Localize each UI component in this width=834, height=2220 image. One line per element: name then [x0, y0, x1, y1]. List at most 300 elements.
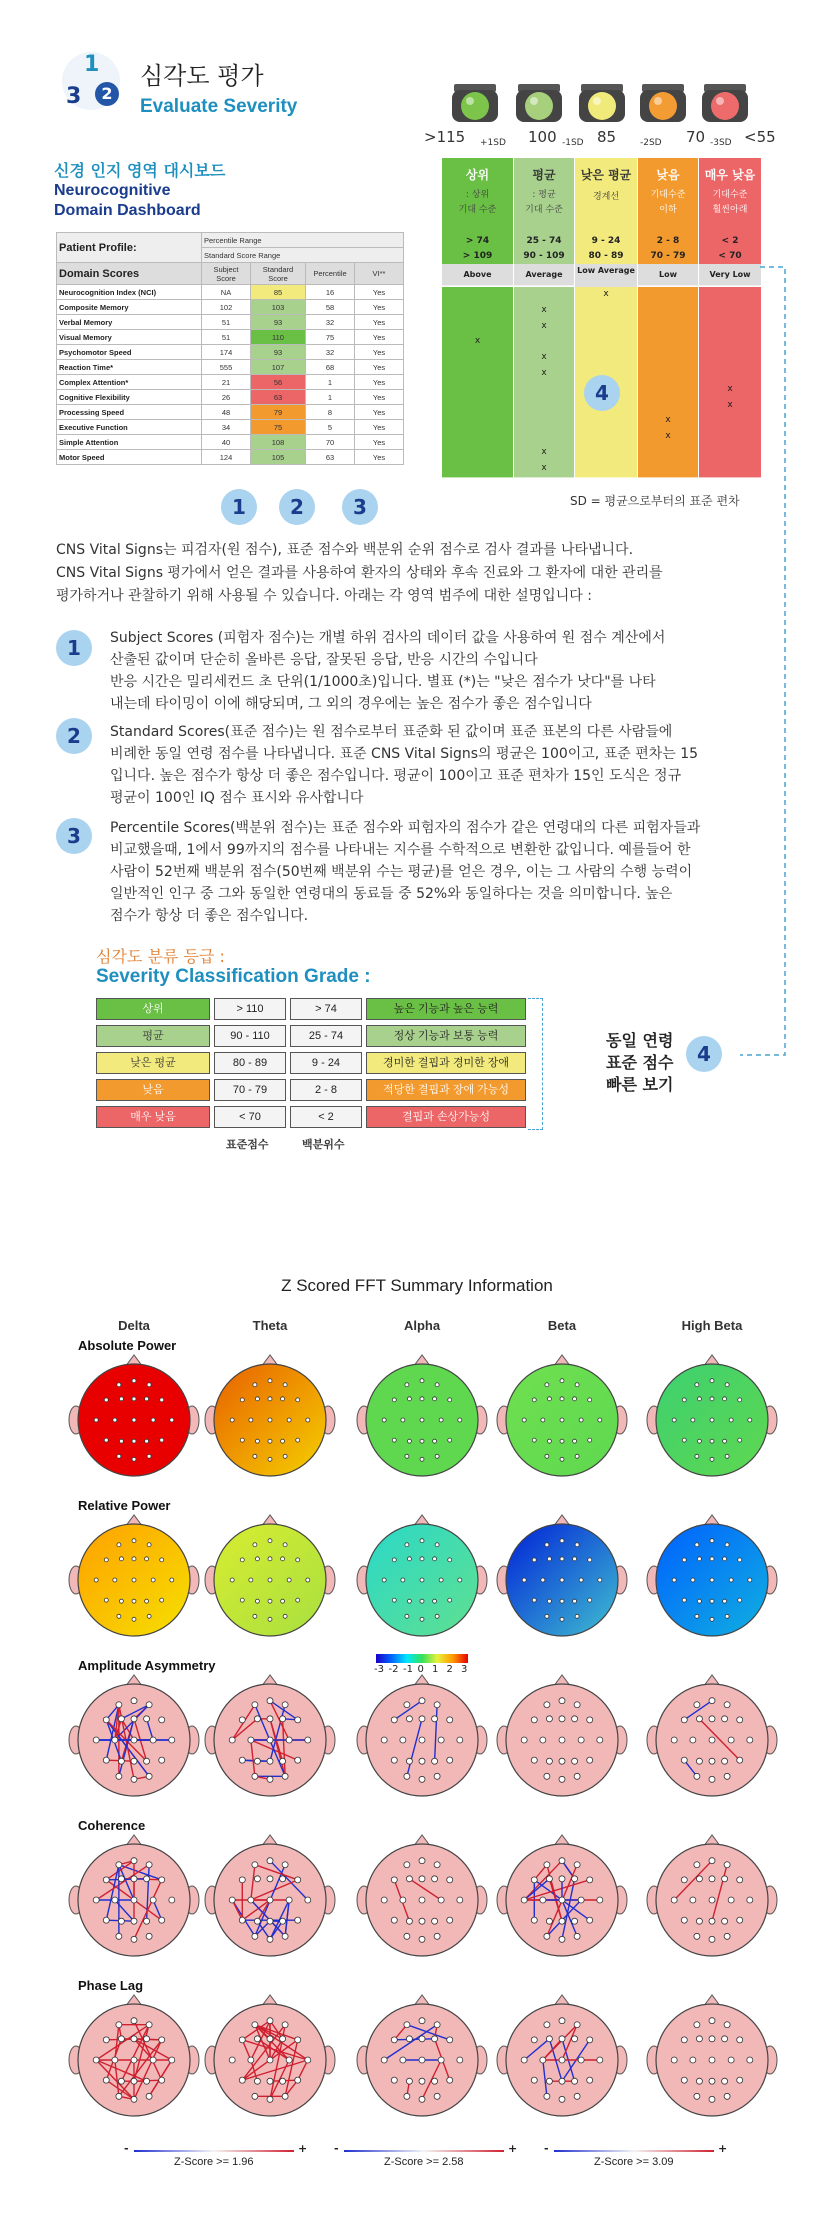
electrode — [723, 1439, 727, 1443]
electrode — [391, 1917, 397, 1923]
electrode — [435, 1383, 439, 1387]
electrode — [694, 2093, 700, 2099]
electrode — [725, 1454, 729, 1458]
electrode — [419, 2057, 425, 2063]
grade-col-pct: 백분위수 — [302, 1138, 345, 1151]
vi-value: Yes — [355, 390, 404, 405]
electrode — [391, 2077, 397, 2083]
electrode — [254, 2036, 260, 2042]
subject-score: 174 — [202, 345, 251, 360]
electrode — [118, 1758, 124, 1764]
electrode — [381, 1897, 387, 1903]
electrode — [587, 1717, 593, 1723]
electrode — [457, 1897, 463, 1903]
electrode — [724, 1933, 730, 1939]
electrode — [696, 1876, 702, 1882]
sd-label-minus1: -1SD — [562, 138, 584, 148]
col-standard: Standard Score — [251, 263, 306, 285]
electrode — [572, 1918, 578, 1924]
electrode — [295, 1717, 301, 1723]
grade-name: 평균 — [96, 1025, 210, 1047]
grade-std: > 110 — [214, 998, 286, 1020]
electrode — [94, 1418, 98, 1422]
electrode — [131, 1897, 137, 1903]
fft-band-theta: Theta — [252, 1318, 288, 1333]
range-percentile: > 74 — [442, 234, 513, 250]
electrode — [447, 1717, 453, 1723]
domain-name: Cognitive Flexibility — [57, 390, 202, 405]
electrode — [681, 1917, 687, 1923]
electrode — [682, 1398, 686, 1402]
electrode — [132, 1457, 136, 1461]
electrode — [296, 1558, 300, 1562]
electrode — [131, 1776, 137, 1782]
electrode — [682, 1598, 686, 1602]
grade-std: 80 - 89 — [214, 1052, 286, 1074]
electrode — [147, 1543, 151, 1547]
fft-band-high-beta: High Beta — [681, 1318, 743, 1333]
electrode — [248, 1737, 254, 1743]
range-percentile: 2 - 8 — [638, 234, 698, 250]
electrode — [119, 1557, 123, 1561]
electrode — [681, 1717, 687, 1723]
electrode — [545, 1614, 549, 1618]
electrode — [559, 1758, 565, 1764]
electrode — [587, 2037, 593, 2043]
electrode — [575, 1383, 579, 1387]
colorbar-tick: 2 — [446, 1664, 453, 1675]
vi-value: Yes — [355, 330, 404, 345]
electrode — [541, 1418, 545, 1422]
electrode — [404, 2022, 410, 2028]
zscore-label: Z-Score >= 3.09 — [594, 2156, 674, 2168]
electrode — [280, 1918, 286, 1924]
logo-digit-2: 2 — [95, 82, 119, 106]
electrode — [709, 1858, 715, 1864]
subject-score: 555 — [202, 360, 251, 375]
electrode — [255, 1557, 259, 1561]
electrode — [400, 2057, 406, 2063]
electrode — [691, 1578, 695, 1582]
grade-title-ko: 심각도 분류 등급 : — [96, 947, 225, 966]
electrode — [738, 1558, 742, 1562]
electrode — [267, 1758, 273, 1764]
badge-1: 1 — [221, 489, 257, 525]
electrode — [722, 1876, 728, 1882]
electrode — [267, 1918, 273, 1924]
electrode — [104, 1558, 108, 1562]
electrode — [458, 1418, 462, 1422]
electrode — [432, 2036, 438, 2042]
electrode — [267, 2018, 273, 2024]
electrode — [240, 1438, 244, 1442]
electrode — [255, 1439, 259, 1443]
electrode — [696, 2036, 702, 2042]
electrode — [420, 1617, 424, 1621]
electrode — [116, 1702, 122, 1708]
electrode — [434, 1702, 440, 1708]
electrode — [725, 1543, 729, 1547]
electrode — [131, 1716, 137, 1722]
grid-cell: x — [575, 287, 637, 304]
electrode — [522, 1418, 526, 1422]
electrode — [574, 2022, 580, 2028]
electrode — [131, 2096, 137, 2102]
electrode — [252, 1702, 258, 1708]
standard-score: 107 — [251, 360, 306, 375]
electrode — [420, 1457, 424, 1461]
electrode — [131, 1858, 137, 1864]
electrode — [131, 1918, 137, 1924]
range-standard: 80 - 89 — [575, 249, 637, 265]
scalp-map — [647, 1995, 777, 2116]
electrode — [420, 1557, 424, 1561]
electrode — [93, 2057, 99, 2063]
electrode — [438, 1897, 444, 1903]
electrode — [419, 1737, 425, 1743]
electrode — [283, 1383, 287, 1387]
electrode — [131, 1876, 137, 1882]
zscore-plus: + — [718, 2142, 728, 2155]
domain-name: Neurocognition Index (NCI) — [57, 285, 202, 300]
electrode — [239, 1717, 245, 1723]
standard-score: 110 — [251, 330, 306, 345]
electrode — [295, 1917, 301, 1923]
zscore-bar — [344, 2150, 504, 2152]
electrode — [112, 1737, 118, 1743]
fft-row-label: Relative Power — [78, 1498, 171, 1513]
electrode — [117, 1454, 121, 1458]
grade-name: 매우 낮음 — [96, 1106, 210, 1128]
electrode — [103, 2077, 109, 2083]
electrode — [239, 2077, 245, 2083]
electrode — [280, 1876, 286, 1882]
electrode — [671, 2057, 677, 2063]
electrode — [573, 1599, 577, 1603]
standard-score: 85 — [251, 285, 306, 300]
electrode — [286, 2057, 292, 2063]
electrode — [287, 1578, 291, 1582]
electrode — [728, 2057, 734, 2063]
grade-pct: 25 - 74 — [290, 1025, 362, 1047]
electrode — [573, 1439, 577, 1443]
electrode — [253, 1383, 257, 1387]
electrode — [131, 1758, 137, 1764]
electrode — [159, 1757, 165, 1763]
electrode — [239, 2037, 245, 2043]
electrode — [159, 1917, 165, 1923]
domain-name: Verbal Memory — [57, 315, 202, 330]
grade-pct: 2 - 8 — [290, 1079, 362, 1101]
quick-view-2: 표준 점수 — [606, 1053, 674, 1072]
electrode — [295, 1757, 301, 1763]
vi-value: Yes — [355, 285, 404, 300]
electrode — [253, 1543, 257, 1547]
grade-pct: < 2 — [290, 1106, 362, 1128]
electrode — [435, 1543, 439, 1547]
electrode — [112, 2057, 118, 2063]
electrode — [540, 1737, 546, 1743]
electrode — [93, 1897, 99, 1903]
electrode — [578, 1737, 584, 1743]
electrode — [559, 1716, 565, 1722]
electrode — [229, 2057, 235, 2063]
grid-cell: x — [514, 445, 574, 462]
sd-label-minus2: -2SD — [640, 138, 662, 148]
electrode — [710, 1397, 714, 1401]
range-percentile: 25 - 74 — [514, 234, 574, 250]
electrode — [116, 1933, 122, 1939]
electrode — [305, 1737, 311, 1743]
explain-2-line-4: 평균이 100인 IQ 점수 표시와 유사합니다 — [110, 790, 364, 806]
scalp-map — [69, 1835, 199, 1956]
electrode — [282, 1933, 288, 1939]
electrode — [738, 1398, 742, 1402]
electrode — [710, 1418, 714, 1422]
electrode — [144, 1918, 150, 1924]
electrode — [132, 1379, 136, 1383]
electrode — [574, 1862, 580, 1868]
grade-desc: 적당한 결핍과 장애 가능성 — [366, 1079, 526, 1101]
scalp-map — [497, 1515, 627, 1636]
range-standard: > 109 — [442, 249, 513, 265]
standard-score-range-label: Standard Score Range — [202, 248, 404, 263]
electrode — [710, 1557, 714, 1561]
electrode — [547, 1557, 551, 1561]
electrode — [559, 1918, 565, 1924]
electrode — [574, 1933, 580, 1939]
electrode — [296, 1398, 300, 1402]
electrode — [296, 1438, 300, 1442]
electrode — [146, 2022, 152, 2028]
electrode — [405, 1614, 409, 1618]
grade-name: 상위 — [96, 998, 210, 1020]
scalp-map — [497, 1835, 627, 1956]
electrode — [420, 1578, 424, 1582]
electrode — [420, 1418, 424, 1422]
electrode — [239, 1917, 245, 1923]
electrode — [147, 1383, 151, 1387]
electrode — [406, 2078, 412, 2084]
electrode — [545, 1454, 549, 1458]
zscore-label: Z-Score >= 1.96 — [174, 2156, 254, 2168]
electrode — [160, 1398, 164, 1402]
electrode — [131, 2078, 137, 2084]
standard-score: 108 — [251, 435, 306, 450]
electrode — [432, 2078, 438, 2084]
electrode — [588, 1398, 592, 1402]
electrode — [710, 1599, 714, 1603]
sd-label-plus1: +1SD — [480, 138, 506, 148]
electrode — [448, 1558, 452, 1562]
percentile-score: 32 — [306, 315, 355, 330]
col-percentile: Percentile — [306, 263, 355, 285]
electrode — [392, 1438, 396, 1442]
electrode — [560, 1457, 564, 1461]
scalp-map — [497, 1995, 627, 2116]
electrode — [574, 1702, 580, 1708]
electrode — [268, 1599, 272, 1603]
explain-badge-3: 3 — [56, 818, 92, 854]
electrode — [738, 1438, 742, 1442]
logo-digit-3: 3 — [66, 84, 82, 109]
scalp-map — [205, 1515, 335, 1636]
electrode — [546, 1918, 552, 1924]
electrode — [255, 1397, 259, 1401]
electrode — [694, 2022, 700, 2028]
electrode — [671, 1737, 677, 1743]
electrode — [695, 1383, 699, 1387]
electrode — [401, 1418, 405, 1422]
grade-desc: 결핍과 손상가능성 — [366, 1106, 526, 1128]
electrode — [709, 1897, 715, 1903]
electrode — [118, 1918, 124, 1924]
electrode — [144, 1876, 150, 1882]
electrode — [560, 1599, 564, 1603]
electrode — [230, 1418, 234, 1422]
electrode — [544, 2093, 550, 2099]
electrode — [725, 1383, 729, 1387]
scalp-map — [357, 1675, 487, 1796]
electrode — [521, 1737, 527, 1743]
electrode — [405, 1454, 409, 1458]
electrode — [560, 1439, 564, 1443]
electrode — [268, 1557, 272, 1561]
electrode — [457, 2057, 463, 2063]
badge-4-grid: 4 — [584, 375, 620, 411]
electrode — [240, 1398, 244, 1402]
dashboard-title-ko: 신경 인지 영역 대시보드 — [54, 161, 226, 180]
electrode — [150, 1897, 156, 1903]
electrode — [406, 1716, 412, 1722]
electrode — [559, 1698, 565, 1704]
electrode — [419, 2036, 425, 2042]
electrode — [280, 1716, 286, 1722]
subject-score: 102 — [202, 300, 251, 315]
electrode — [103, 1717, 109, 1723]
electrode — [587, 2077, 593, 2083]
electrode — [420, 1539, 424, 1543]
electrode — [267, 1776, 273, 1782]
electrode — [419, 1758, 425, 1764]
electrode — [131, 1936, 137, 1942]
electrode — [116, 2093, 122, 2099]
electrode — [722, 1918, 728, 1924]
electrode — [420, 1439, 424, 1443]
fft-band-delta: Delta — [118, 1318, 150, 1333]
electrode — [117, 1383, 121, 1387]
scale-value-115: >115 — [424, 128, 466, 146]
electrode — [268, 1397, 272, 1401]
grid-cell: x — [699, 398, 761, 415]
grade-std: 70 - 79 — [214, 1079, 286, 1101]
explain-2-line-1: Standard Scores(표준 점수)는 원 점수로부터 표준화 된 값이며 표준 표본의 다른 사람들에 — [110, 724, 673, 740]
electrode — [146, 1933, 152, 1939]
electrode — [113, 1418, 117, 1422]
range-percentile: 9 - 24 — [575, 234, 637, 250]
electrode — [119, 1599, 123, 1603]
electrode — [694, 1702, 700, 1708]
electrode — [268, 1457, 272, 1461]
electrode — [710, 1457, 714, 1461]
electrode — [559, 2096, 565, 2102]
electrode — [575, 1543, 579, 1547]
category-label: Very Low — [699, 264, 761, 286]
electrode — [433, 1599, 437, 1603]
electrode — [160, 1598, 164, 1602]
electrode — [447, 1877, 453, 1883]
electrode — [540, 1897, 546, 1903]
intro-line-2: CNS Vital Signs 평가에서 얻은 결과를 사용하여 환자의 상태와 후속 진료와 그 환자에 대한 관리를 — [56, 565, 663, 581]
scalp-map — [357, 1835, 487, 1956]
grade-col-std: 표준점수 — [226, 1138, 269, 1151]
electrode — [254, 1876, 260, 1882]
range-standard: < 70 — [699, 249, 761, 265]
scalp-map — [69, 1675, 199, 1796]
electrode — [93, 1737, 99, 1743]
vi-value: Yes — [355, 375, 404, 390]
electrode — [559, 1876, 565, 1882]
electrode — [737, 1877, 743, 1883]
electrode — [296, 1598, 300, 1602]
electrode — [400, 1897, 406, 1903]
electrode — [267, 1698, 273, 1704]
scalp-map — [357, 1995, 487, 2116]
electrode — [546, 2036, 552, 2042]
electrode — [690, 1737, 696, 1743]
quick-view-1: 동일 연령 — [606, 1031, 674, 1050]
electrode — [419, 2096, 425, 2102]
electrode — [249, 1418, 253, 1422]
category-sub2: 이하 — [659, 205, 677, 215]
electrode — [252, 1773, 258, 1779]
subject-score: 40 — [202, 435, 251, 450]
electrode — [150, 2057, 156, 2063]
explain-2-line-3: 입니다. 높은 점수가 항상 더 좋은 점수입니다. 평균이 100이고 표준 편차가 15인 도식은 정규 — [110, 768, 682, 784]
electrode — [672, 1578, 676, 1582]
electrode — [103, 1877, 109, 1883]
electrode — [306, 1418, 310, 1422]
electrode — [572, 2078, 578, 2084]
electrode — [709, 1698, 715, 1704]
electrode — [598, 1578, 602, 1582]
electrode — [169, 1737, 175, 1743]
electrode — [404, 1773, 410, 1779]
electrode — [559, 1858, 565, 1864]
percentile-range-label: Percentile Range — [202, 233, 404, 248]
zscore-minus: - — [124, 2142, 129, 2155]
electrode — [112, 1897, 118, 1903]
electrode — [254, 1758, 260, 1764]
scale-value-100: 100 — [528, 128, 557, 146]
electrode — [681, 2077, 687, 2083]
electrode — [722, 2078, 728, 2084]
percentile-score: 8 — [306, 405, 355, 420]
electrode — [725, 1614, 729, 1618]
electrode — [531, 1717, 537, 1723]
electrode — [697, 1439, 701, 1443]
electrode — [254, 2078, 260, 2084]
subject-score: 48 — [202, 405, 251, 420]
electrode — [434, 2022, 440, 2028]
scalp-map — [647, 1515, 777, 1636]
colorbar — [376, 1654, 468, 1663]
electrode — [432, 1716, 438, 1722]
electrode — [116, 2022, 122, 2028]
electrode — [382, 1578, 386, 1582]
scale-value-85: 85 — [597, 128, 617, 146]
grade-name: 낮은 평균 — [96, 1052, 210, 1074]
